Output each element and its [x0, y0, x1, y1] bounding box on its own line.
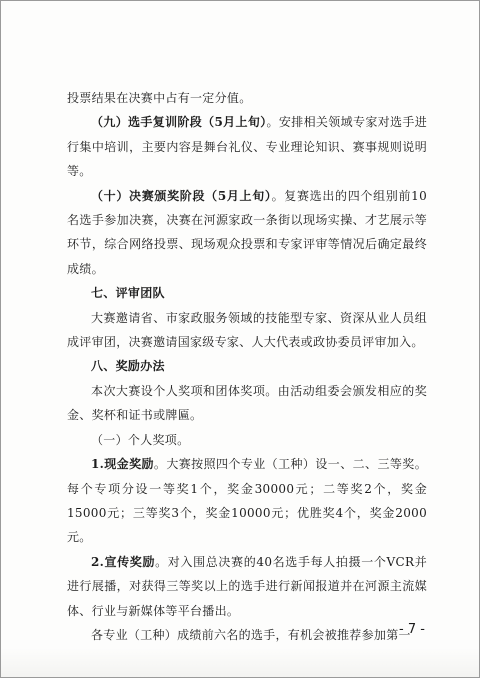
- paragraph: [67, 550, 427, 623]
- text-run: 大赛邀请省、市家政服务领域的技能型专家、资深从业人员组成评审团，决赛邀请国家级专家、人大代表或政协委员评审加入。: [67, 310, 427, 350]
- text-run: 投票结果在决赛中占有一定分值。: [67, 91, 252, 105]
- paragraph: [67, 452, 427, 550]
- text-run: 。对入围总决赛的40名选手每人拍摄一个VCR并进行展播，对获得三等奖以上的选手进行新闻报道并在河源主流媒体、行业与新媒体等平台播出。: [67, 554, 427, 618]
- paragraph: [67, 86, 427, 110]
- text-run: 七、评审团队: [91, 286, 165, 301]
- text-run: 各专业（工种）成绩前六名的选手，有机会被推荐参加第一: [91, 627, 411, 642]
- section-heading: [67, 354, 427, 378]
- text-run: 。大赛按照四个专业（工种）设一、二、三等奖。每个专项分设一等奖1个，奖金30000元；二等奖2个，奖金15000元；三等奖3个，奖金10000元；优胜奖4个，奖金2000元。: [67, 457, 427, 545]
- page-bottom-fold: [1, 648, 479, 678]
- paragraph: [67, 306, 427, 355]
- document-body: [67, 86, 427, 647]
- bold-phrase: 2.宣传奖励: [91, 554, 156, 569]
- text-run: 本次大赛设个人奖项和团体奖项。由活动组委会颁发相应的奖金、奖杯和证书或牌匾。: [67, 383, 427, 423]
- page-number: - 7 -: [399, 622, 425, 637]
- paragraph: [67, 379, 427, 428]
- text-run: 八、奖励办法: [91, 359, 165, 374]
- text-run: 。安排相关领域专家对选手进行集中培训，主要内容是舞台礼仪、专业理论知识、赛事规则说明等。: [67, 115, 427, 179]
- bold-phrase: （十）决赛颁奖阶段（5月上旬）: [91, 188, 272, 203]
- section-heading: [67, 281, 427, 305]
- paragraph: [67, 184, 427, 282]
- text-run: （一）个人奖项。: [91, 432, 190, 447]
- paragraph: [67, 428, 427, 452]
- text-run: 。复赛选出的四个组别前10名选手参加决赛，决赛在河源家政一条街以现场实操、才艺展示等环节，综合网络投票、现场观众投票和专家评审等情况后确定最终成绩。: [67, 188, 427, 276]
- bold-phrase: （九）选手复训阶段（5月上旬）: [91, 115, 267, 130]
- bold-phrase: 1.现金奖励: [91, 457, 154, 472]
- paragraph: [67, 623, 427, 647]
- paragraph: [67, 110, 427, 183]
